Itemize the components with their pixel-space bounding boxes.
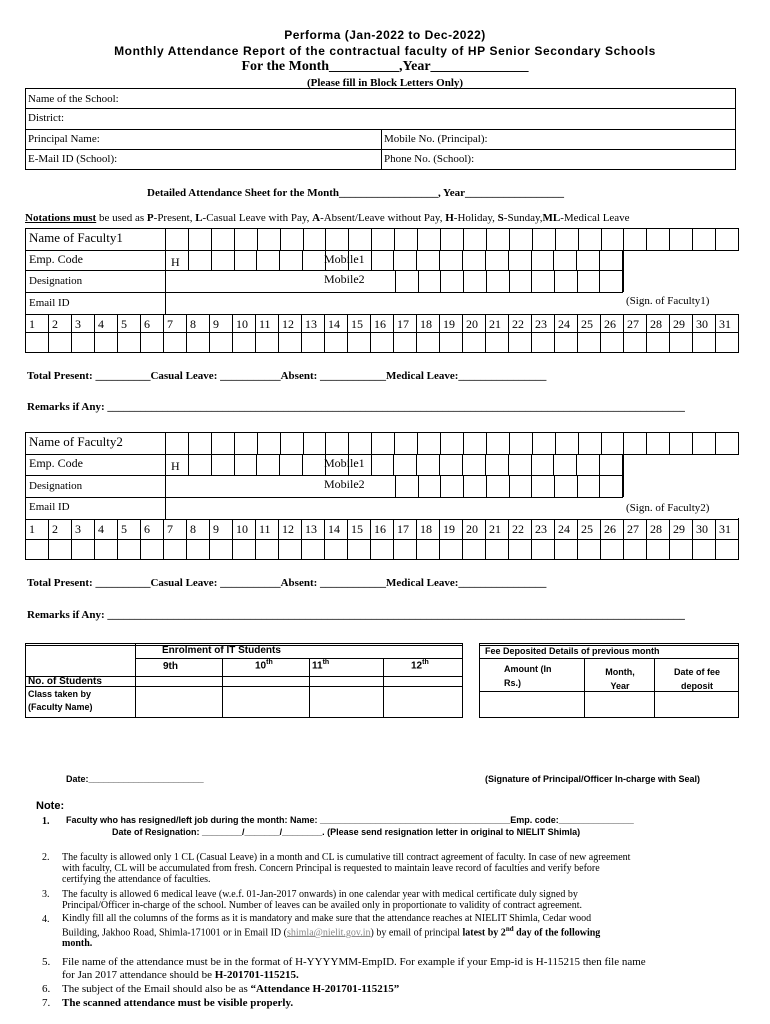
day-number: 16 xyxy=(370,314,393,332)
day-entry-cell[interactable] xyxy=(715,539,739,559)
day-number: 13 xyxy=(301,314,324,332)
day-entry-cell[interactable] xyxy=(140,332,163,352)
detailed-sheet-heading[interactable]: Detailed Attendance Sheet for the Month__________________, Year__________________ xyxy=(147,187,565,199)
enrolment-col-12th: 12th xyxy=(411,659,429,672)
day-number: 6 xyxy=(140,314,163,332)
faculty1-mobile2-field[interactable]: Mobile2 xyxy=(324,272,365,286)
enrolment-col-11th: 11th xyxy=(312,659,330,672)
day-entry-cell[interactable] xyxy=(117,539,140,559)
day-entry-cell[interactable] xyxy=(669,332,692,352)
day-entry-cell[interactable] xyxy=(646,539,669,559)
day-number: 17 xyxy=(393,519,416,539)
day-entry-cell[interactable] xyxy=(485,332,508,352)
day-number: 2 xyxy=(48,314,71,332)
day-entry-cell[interactable] xyxy=(25,332,48,352)
faculty1-emp-code-field[interactable]: Emp. Code xyxy=(29,252,83,266)
enrolment-row-students: No. of Students xyxy=(28,676,102,687)
enrolment-title: Enrolment of IT Students xyxy=(162,645,281,656)
faculty1-totals[interactable]: Total Present: __________Casual Leave: ___________Absent: ____________Medical Leave:________________ xyxy=(27,370,547,382)
day-entry-cell[interactable] xyxy=(715,332,739,352)
school-email-field[interactable]: E-Mail ID (School): xyxy=(28,153,118,165)
day-number: 15 xyxy=(347,314,370,332)
faculty2-designation-field[interactable]: Designation xyxy=(29,480,83,492)
day-number: 22 xyxy=(508,314,531,332)
faculty1-h-mark: H xyxy=(171,255,180,269)
day-number: 29 xyxy=(669,519,692,539)
day-entry-cell[interactable] xyxy=(232,539,255,559)
day-entry-cell[interactable] xyxy=(416,539,439,559)
note-4-number: 4. xyxy=(42,914,50,925)
day-number: 14 xyxy=(324,519,347,539)
day-entry-cell[interactable] xyxy=(186,332,209,352)
fee-col-month-year: Month, Year xyxy=(605,667,635,691)
faculty1-mobile1-field[interactable]: Mobile1 xyxy=(324,252,365,266)
faculty1-designation-field[interactable]: Designation xyxy=(29,275,83,287)
enrolment-table xyxy=(25,643,463,718)
day-number: 18 xyxy=(416,519,439,539)
day-entry-cell[interactable] xyxy=(462,332,485,352)
day-number: 2 xyxy=(48,519,71,539)
faculty2-totals[interactable]: Total Present: __________Casual Leave: ___________Absent: ____________Medical Leave:________________ xyxy=(27,577,547,589)
day-number: 31 xyxy=(715,314,739,332)
faculty1-day-entries[interactable] xyxy=(25,332,739,352)
day-entry-cell[interactable] xyxy=(209,539,232,559)
day-number: 16 xyxy=(370,519,393,539)
day-entry-cell[interactable] xyxy=(301,539,324,559)
day-number: 5 xyxy=(117,519,140,539)
month-year-line[interactable]: For the Month__________,Year______________ xyxy=(241,59,529,74)
day-number: 11 xyxy=(255,519,278,539)
day-entry-cell[interactable] xyxy=(25,539,48,559)
day-number: 12 xyxy=(278,314,301,332)
day-number: 15 xyxy=(347,519,370,539)
faculty-block-2 xyxy=(25,432,739,560)
day-entry-cell[interactable] xyxy=(48,332,71,352)
note-1-number: 1. xyxy=(42,816,50,827)
day-entry-cell[interactable] xyxy=(71,539,94,559)
day-entry-cell[interactable] xyxy=(577,332,600,352)
notations-line: Notations must be used as P-Present, L-Casual Leave with Pay, A-Absent/Leave without Pay, H-Holiday, S-Sunday,ML-Medical Leave xyxy=(25,212,630,224)
faculty2-mobile2-field[interactable]: Mobile2 xyxy=(324,477,365,491)
day-entry-cell[interactable] xyxy=(600,332,623,352)
day-entry-cell[interactable] xyxy=(439,332,462,352)
day-entry-cell[interactable] xyxy=(508,539,531,559)
day-entry-cell[interactable] xyxy=(255,332,278,352)
day-number: 22 xyxy=(508,519,531,539)
day-entry-cell[interactable] xyxy=(347,539,370,559)
day-number: 19 xyxy=(439,519,462,539)
day-number: 20 xyxy=(462,314,485,332)
day-entry-cell[interactable] xyxy=(600,539,623,559)
day-number: 27 xyxy=(623,519,646,539)
faculty1-signature[interactable]: (Sign. of Faculty1) xyxy=(626,295,710,307)
day-entry-cell[interactable] xyxy=(577,539,600,559)
note-3-number: 3. xyxy=(42,889,50,900)
day-entry-cell[interactable] xyxy=(669,539,692,559)
day-number: 17 xyxy=(393,314,416,332)
form-title: Performa (Jan-2022 to Dec-2022) xyxy=(284,28,486,42)
day-entry-cell[interactable] xyxy=(278,332,301,352)
nielit-email-link[interactable]: shimla@nielit.gov.in xyxy=(286,927,371,939)
day-number: 13 xyxy=(301,519,324,539)
faculty2-email-field[interactable]: Email ID xyxy=(29,501,70,513)
faculty1-email-field[interactable]: Email ID xyxy=(29,297,70,309)
day-number: 4 xyxy=(94,314,117,332)
school-info-table xyxy=(25,88,736,170)
faculty1-day-numbers xyxy=(25,314,739,332)
principal-signature[interactable]: (Signature of Principal/Officer In-charge with Seal) xyxy=(485,774,701,784)
faculty1-remarks[interactable]: Remarks if Any: _________________________________________________________________________________________________________ xyxy=(27,401,685,413)
day-entry-cell[interactable] xyxy=(94,332,117,352)
enrolment-col-10th: 10th xyxy=(255,659,273,672)
day-entry-cell[interactable] xyxy=(646,332,669,352)
day-entry-cell[interactable] xyxy=(531,539,554,559)
report-title: Monthly Attendance Report of the contractual faculty of HP Senior Secondary Schools xyxy=(114,44,656,58)
day-entry-cell[interactable] xyxy=(278,539,301,559)
day-entry-cell[interactable] xyxy=(71,332,94,352)
faculty-block-1 xyxy=(25,228,739,353)
day-entry-cell[interactable] xyxy=(393,539,416,559)
day-entry-cell[interactable] xyxy=(508,332,531,352)
fee-col-date: Date of fee deposit xyxy=(673,667,720,691)
day-entry-cell[interactable] xyxy=(324,332,347,352)
enrolment-row-class-taken: Class taken by (Faculty Name) xyxy=(28,689,93,712)
note-5-text: File name of the attendance must be in the format of H-YYYYMM-EmpID. For example if your Emp-id is H-115215 then file name for Jan 2017 attendance should be H-201701-115215. xyxy=(62,956,646,981)
faculty2-mobile1-field[interactable]: Mobile1 xyxy=(324,456,365,470)
day-entry-cell[interactable] xyxy=(554,332,577,352)
day-entry-cell[interactable] xyxy=(623,539,646,559)
school-phone-field[interactable]: Phone No. (School): xyxy=(384,153,475,165)
day-number: 27 xyxy=(623,314,646,332)
day-number: 6 xyxy=(140,519,163,539)
day-number: 14 xyxy=(324,314,347,332)
faculty2-day-numbers xyxy=(25,519,739,539)
day-number: 18 xyxy=(416,314,439,332)
day-number: 11 xyxy=(255,314,278,332)
faculty2-remarks[interactable]: Remarks if Any: _________________________________________________________________________________________________________ xyxy=(27,609,685,621)
day-entry-cell[interactable] xyxy=(301,332,324,352)
day-entry-cell[interactable] xyxy=(94,539,117,559)
faculty2-signature[interactable]: (Sign. of Faculty2) xyxy=(626,502,710,514)
note-3-text: The faculty is allowed 6 medical leave (w.e.f. 01-Jan-2017 onwards) in one calendar year with medical certificate duly signed by Principal/Officer in-charge of the school. Number of leaves can be availed only in proportionate to validity of contract agreement. xyxy=(62,889,582,911)
day-number: 7 xyxy=(163,314,186,332)
day-entry-cell[interactable] xyxy=(485,539,508,559)
block-letters-note: (Please fill in Block Letters Only) xyxy=(306,77,464,89)
day-number: 24 xyxy=(554,314,577,332)
day-number: 23 xyxy=(531,314,554,332)
faculty1-name-field[interactable]: Name of Faculty1 xyxy=(29,230,123,245)
fee-title: Fee Deposited Details of previous month xyxy=(485,646,660,656)
faculty2-h-mark: H xyxy=(171,459,180,473)
day-number: 5 xyxy=(117,314,140,332)
note-4-text: Kindly fill all the columns of the forms as it is mandatory and make sure that the attendance reaches at NIELIT Shimla, Cedar wood Building, Jakhoo Road, Shimla-171001 or in Email ID (shimla@nielit.gov.in) by email of principal latest by 2nd day of the following month. xyxy=(62,913,601,950)
day-entry-cell[interactable] xyxy=(370,332,393,352)
day-number: 28 xyxy=(646,314,669,332)
fee-col-amount: Amount (In Rs.) xyxy=(504,664,552,688)
day-number: 31 xyxy=(715,519,739,539)
principal-mobile-field[interactable]: Mobile No. (Principal): xyxy=(384,133,488,145)
day-entry-cell[interactable] xyxy=(347,332,370,352)
note-6-text: The subject of the Email should also be as “Attendance H-201701-115215” xyxy=(62,983,400,995)
day-number: 3 xyxy=(71,314,94,332)
day-entry-cell[interactable] xyxy=(255,539,278,559)
day-number: 12 xyxy=(278,519,301,539)
day-entry-cell[interactable] xyxy=(163,539,186,559)
day-number: 24 xyxy=(554,519,577,539)
note-7-number: 7. xyxy=(42,997,51,1009)
day-number: 30 xyxy=(692,314,715,332)
faculty2-emp-code-field[interactable]: Emp. Code xyxy=(29,456,83,470)
day-entry-cell[interactable] xyxy=(48,539,71,559)
day-entry-cell[interactable] xyxy=(462,539,485,559)
faculty2-day-entries[interactable] xyxy=(25,539,739,559)
day-entry-cell[interactable] xyxy=(140,539,163,559)
fee-details-table xyxy=(479,643,739,718)
day-entry-cell[interactable] xyxy=(531,332,554,352)
day-entry-cell[interactable] xyxy=(186,539,209,559)
note-1-resignation-date[interactable]: Date of Resignation: ________/_______/________. (Please send resignation letter in original to NIELIT Shimla) xyxy=(112,827,581,837)
day-number: 21 xyxy=(485,314,508,332)
day-number: 7 xyxy=(163,519,186,539)
district-field[interactable]: District: xyxy=(28,112,65,124)
day-entry-cell[interactable] xyxy=(623,332,646,352)
day-number: 30 xyxy=(692,519,715,539)
day-entry-cell[interactable] xyxy=(554,539,577,559)
school-name-field[interactable]: Name of the School: xyxy=(28,93,119,105)
day-number: 26 xyxy=(600,314,623,332)
day-number: 9 xyxy=(209,519,232,539)
day-entry-cell[interactable] xyxy=(324,539,347,559)
day-number: 8 xyxy=(186,314,209,332)
date-field[interactable]: Date:_______________________ xyxy=(66,774,204,784)
day-entry-cell[interactable] xyxy=(692,539,715,559)
principal-name-field[interactable]: Principal Name: xyxy=(28,133,100,145)
day-number: 10 xyxy=(232,314,255,332)
day-entry-cell[interactable] xyxy=(393,332,416,352)
day-entry-cell[interactable] xyxy=(117,332,140,352)
day-number: 4 xyxy=(94,519,117,539)
day-number: 20 xyxy=(462,519,485,539)
day-entry-cell[interactable] xyxy=(370,539,393,559)
day-number: 19 xyxy=(439,314,462,332)
note-2-text: The faculty is allowed only 1 CL (Casual Leave) in a month and CL is cumulative till contract agreement of faculty. In case of new agreement with faculty, CL will be accumulated from fresh. Concern Principal is requested to maintain leave record of faculties and verify before certifying the attendance of faculties. xyxy=(62,852,631,885)
day-number: 8 xyxy=(186,519,209,539)
day-number: 1 xyxy=(25,519,48,539)
day-number: 23 xyxy=(531,519,554,539)
day-number: 25 xyxy=(577,519,600,539)
day-number: 21 xyxy=(485,519,508,539)
day-entry-cell[interactable] xyxy=(692,332,715,352)
note-1-resignation-line[interactable]: Faculty who has resigned/left job during the month: Name: ______________________________________Emp. code:_______________ xyxy=(66,815,634,825)
day-number: 29 xyxy=(669,314,692,332)
day-number: 3 xyxy=(71,519,94,539)
note-7-text: The scanned attendance must be visible properly. xyxy=(62,997,294,1009)
day-entry-cell[interactable] xyxy=(416,332,439,352)
day-number: 28 xyxy=(646,519,669,539)
day-entry-cell[interactable] xyxy=(439,539,462,559)
faculty2-name-field[interactable]: Name of Faculty2 xyxy=(29,434,123,449)
day-entry-cell[interactable] xyxy=(232,332,255,352)
day-number: 9 xyxy=(209,314,232,332)
day-entry-cell[interactable] xyxy=(209,332,232,352)
note-2-number: 2. xyxy=(42,852,50,863)
enrolment-col-9th: 9th xyxy=(163,661,178,672)
day-number: 10 xyxy=(232,519,255,539)
day-entry-cell[interactable] xyxy=(163,332,186,352)
note-6-number: 6. xyxy=(42,983,51,995)
day-number: 1 xyxy=(25,314,48,332)
day-number: 25 xyxy=(577,314,600,332)
notes-heading: Note: xyxy=(36,800,65,812)
note-5-number: 5. xyxy=(42,956,51,968)
day-number: 26 xyxy=(600,519,623,539)
